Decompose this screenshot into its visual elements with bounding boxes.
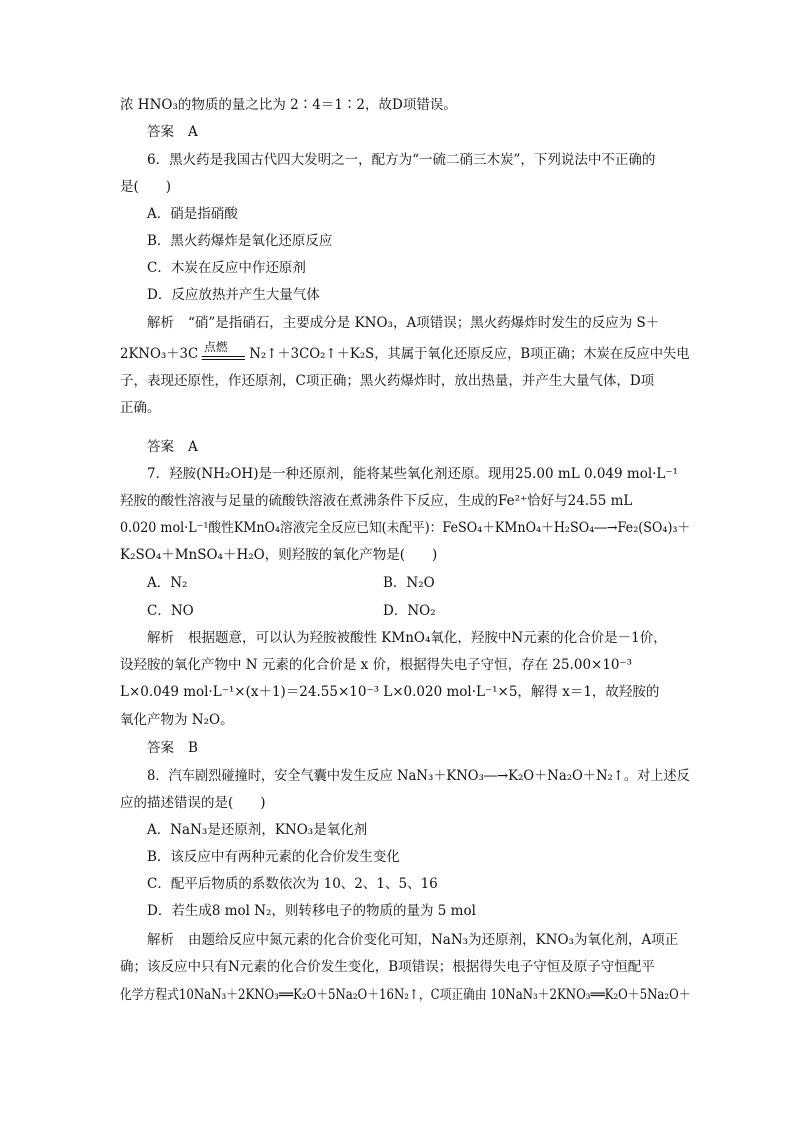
q7-stem-line-1: 7．羟胺(NH₂OH)是一种还原剂，能将某些氧化剂还原。现用25.00 mL 0.049 mol·L⁻¹: [147, 466, 678, 482]
q6-analysis-line-3: 子，表现还原性，作还原剂，C项正确；黑火药爆炸时，放出热量，并产生大量气体，D项: [120, 373, 655, 389]
q8-analysis-line-2: 确；该反应中只有N元素的化合价发生变化，B项错误；根据得失电子守恒及原子守恒配平: [120, 959, 655, 975]
q7-analysis-line-1: [147, 628, 667, 648]
q6-option-d: D．反应放热并产生大量气体: [147, 287, 320, 303]
q6-analysis-line-4: 正确。: [120, 400, 161, 416]
q7-option-b: B．N₂O: [383, 575, 435, 591]
q6-analysis-line-1: [147, 313, 659, 333]
q8-option-d: D．若生成8 mol N₂，则转移电子的物质的量为 5 mol: [147, 903, 476, 919]
q7-option-a: A．N₂: [147, 575, 188, 591]
analysis-text: 根据题意，可以认为羟胺被酸性 KMnO₄氧化，羟胺中N元素的化合价是－1价，: [188, 630, 667, 646]
answer-label: 答案: [147, 740, 174, 756]
analysis-label: 解析: [147, 932, 174, 948]
intro-text: 浓 HNO₃的物质的量之比为 2∶4＝1∶2，故D项错误。: [120, 97, 457, 113]
q7-stem-line-4: K₂SO₄＋MnSO₄＋H₂O，则羟胺的氧化产物是( ): [120, 547, 438, 563]
q7-analysis-line-2: 设羟胺的氧化产物中 N 元素的化合价是 x 价，根据得失电子守恒，存在 25.00×10⁻³: [120, 657, 633, 673]
answer-value: B: [188, 740, 198, 756]
q6-option-c: C．木炭在反应中作还原剂: [147, 260, 306, 276]
q8-analysis-line-3: 化学方程式10NaN₃＋2KNO₃══K₂O＋5Na₂O＋16N₂↑，C项正确由 10NaN₃＋2KNO₃══K₂O＋5Na₂O＋: [120, 987, 691, 1003]
answer-value: A: [188, 439, 198, 455]
q7-option-c: C．NO: [147, 603, 194, 619]
answer-row-q6: [147, 437, 198, 457]
q7-stem-line-2: 羟胺的酸性溶液与足量的硫酸铁溶液在煮沸条件下反应，生成的Fe²⁺恰好与24.55 mL: [120, 493, 633, 509]
q8-option-a: A．NaN₃是还原剂，KNO₃是氧化剂: [147, 822, 368, 838]
analysis-label: 解析: [147, 630, 174, 646]
q6-equation-line: [120, 339, 690, 364]
reaction-arrow: [202, 339, 245, 360]
answer-row-q7: [147, 738, 198, 758]
q8-option-c: C．配平后物质的系数依次为 10、2、1、5、16: [147, 876, 438, 892]
q7-stem-line-3: 0.020 mol·L⁻¹酸性KMnO₄溶液完全反应已知(未配平)：FeSO₄＋KMnO₄＋H₂SO₄―→Fe₂(SO₄)₃＋: [120, 520, 691, 536]
answer-row-q5: [147, 122, 198, 142]
q6-stem-line-2: 是( ): [120, 179, 172, 195]
analysis-label: 解析: [147, 315, 174, 331]
analysis-text: 由题给反应中氮元素的化合价变化可知，NaN₃为还原剂，KNO₃为氧化剂，A项正: [188, 932, 679, 948]
q7-analysis-line-3: L×0.049 mol·L⁻¹×(x＋1)＝24.55×10⁻³ L×0.020 mol·L⁻¹×5，解得 x＝1，故羟胺的: [120, 684, 660, 700]
q8-analysis-line-1: [147, 930, 678, 950]
q8-stem-line-2: 应的描述错误的是( ): [120, 795, 266, 811]
q8-option-b: B．该反应中有两种元素的化合价发生变化: [147, 849, 400, 865]
analysis-text: “硝”是指硝石，主要成分是 KNO₃，A项错误；黑火药爆炸时发生的反应为 S＋: [188, 315, 660, 331]
q6-option-b: B．黑火药爆炸是氧化还原反应: [147, 233, 333, 249]
equation-right: N₂↑＋3CO₂↑＋K₂S，其属于氧化还原反应，B项正确；木炭在反应中失电: [249, 346, 690, 362]
equation-left: 2KNO₃＋3C: [120, 346, 199, 362]
q6-stem-line-1: 6．黑火药是我国古代四大发明之一，配方为“一硫二硝三木炭”，下列说法中不正确的: [147, 152, 656, 168]
answer-label: 答案: [147, 439, 174, 455]
reaction-condition: 点燃: [204, 339, 228, 354]
q7-option-d: D．NO₂: [383, 603, 436, 619]
answer-label: 答案: [147, 124, 174, 140]
q6-option-a: A．硝是指硝酸: [147, 206, 238, 222]
q8-stem-line-1: 8．汽车剧烈碰撞时，安全气囊中发生反应 NaN₃＋KNO₃―→K₂O＋Na₂O＋N₂↑。对上述反: [147, 768, 690, 784]
answer-value: A: [188, 124, 198, 140]
q7-analysis-line-4: 氧化产物为 N₂O。: [120, 712, 234, 728]
